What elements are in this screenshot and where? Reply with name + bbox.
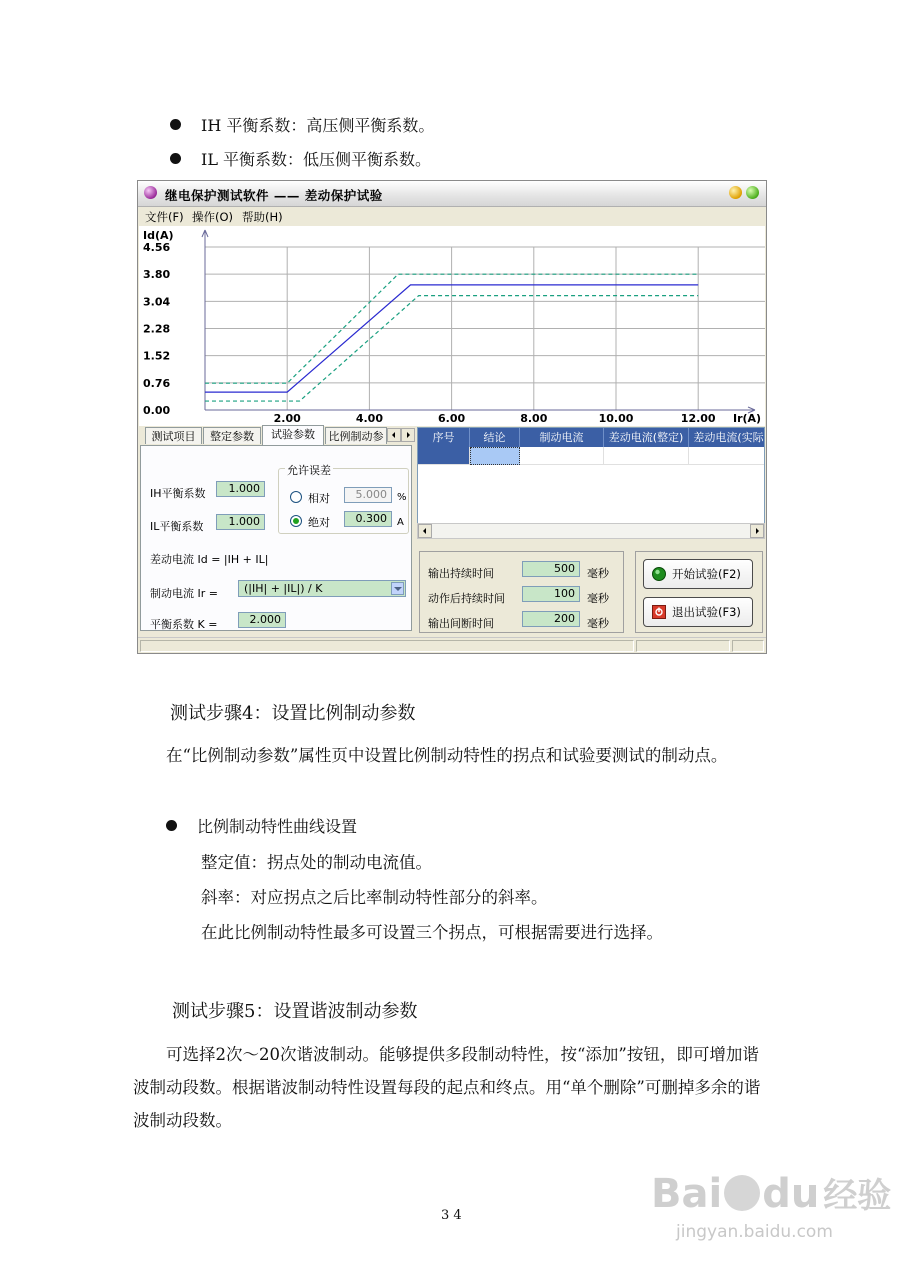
- window-title: 继电保护测试软件 —— 差动保护试验: [165, 188, 383, 203]
- bullet-dot: [170, 153, 181, 164]
- absolute-input[interactable]: 0.300: [344, 511, 392, 527]
- y-axis-label: Id(A): [143, 229, 174, 242]
- col-header-diff-actual[interactable]: 差动电流(实际: [689, 428, 765, 447]
- x-tick-label: 4.00: [355, 412, 383, 425]
- menu-help[interactable]: 帮助(H): [242, 210, 283, 224]
- relative-label: 相对: [308, 492, 330, 505]
- y-tick-label: 2.28: [143, 322, 171, 336]
- step4-line: 整定值：拐点处的制动电流值。: [201, 853, 432, 872]
- step5-heading: 测试步骤5：设置谐波制动参数: [172, 1001, 418, 1022]
- bullet-item: [170, 150, 431, 170]
- step4-heading: 测试步骤4：设置比例制动参数: [170, 703, 416, 724]
- unit-label: 毫秒: [587, 567, 609, 580]
- bullet-text: IL 平衡系数：低压侧平衡系数。: [201, 150, 432, 169]
- unit-label: 毫秒: [587, 592, 609, 605]
- app-window: [137, 180, 767, 654]
- start-icon: [652, 567, 666, 581]
- tab-ratio-brake[interactable]: 比例制动参: [325, 427, 387, 444]
- balance-label: 平衡系数 K =: [150, 618, 218, 631]
- title-bar: [138, 181, 766, 207]
- exit-test-button[interactable]: [643, 597, 753, 627]
- tab-scroll-left[interactable]: [387, 428, 401, 442]
- col-header-diff-set[interactable]: 差动电流(整定): [604, 428, 689, 447]
- after-action-label: 动作后持续时间: [428, 592, 505, 605]
- grid-hscrollbar[interactable]: [417, 523, 765, 539]
- y-tick-label: 0.76: [143, 376, 171, 390]
- relative-input[interactable]: 5.000: [344, 487, 392, 503]
- grid-header: [418, 428, 765, 447]
- cell-selected[interactable]: [418, 447, 470, 465]
- col-header-brake-current[interactable]: 制动电流: [520, 428, 604, 447]
- page-number: 3 4: [441, 1208, 462, 1223]
- bullet-item: [170, 116, 434, 136]
- tab-test-items[interactable]: 测试项目: [145, 427, 202, 444]
- timing-panel: [419, 551, 624, 633]
- bullet-text: IH 平衡系数：高压侧平衡系数。: [201, 116, 435, 135]
- bullet-dot: [170, 119, 181, 130]
- relative-radio[interactable]: [290, 491, 302, 503]
- absolute-label: 绝对: [308, 516, 330, 529]
- brake-label: 制动电流 Ir =: [150, 587, 218, 600]
- table-cell[interactable]: [604, 447, 689, 465]
- exit-icon: [652, 605, 666, 619]
- diff-formula: 差动电流 Id = |IH + IL|: [150, 553, 269, 566]
- tab-scroll-right[interactable]: [401, 428, 415, 442]
- menu-file[interactable]: 文件(F): [145, 210, 184, 224]
- balance-k-input[interactable]: 2.000: [238, 612, 286, 628]
- ih-balance-input[interactable]: 1.000: [216, 481, 265, 497]
- after-action-input[interactable]: 100: [522, 586, 580, 602]
- x-tick-label: 2.00: [273, 412, 301, 425]
- tab-test-params[interactable]: 试验参数: [262, 425, 324, 445]
- action-panel: [635, 551, 763, 633]
- step4-paragraph: 在“比例制动参数”属性页中设置比例制动特性的拐点和试验要测试的制动点。: [166, 746, 728, 765]
- output-duration-label: 输出持续时间: [428, 567, 494, 580]
- interval-input[interactable]: 200: [522, 611, 580, 627]
- y-tick-label: 0.00: [143, 404, 171, 417]
- watermark-logo: [651, 1168, 891, 1217]
- col-header-conclusion[interactable]: 结论: [470, 428, 520, 447]
- x-tick-label: 6.00: [438, 412, 466, 425]
- app-icon: [144, 186, 157, 199]
- tolerance-title: 允许误差: [287, 464, 331, 477]
- menu-operate[interactable]: 操作(O): [192, 210, 234, 224]
- tab-strip: [140, 427, 412, 445]
- step4-line: 斜率：对应拐点之后比率制动特性部分的斜率。: [201, 888, 548, 907]
- y-tick-label: 3.80: [143, 268, 171, 282]
- x-tick-label: 12.00: [680, 412, 716, 425]
- interval-label: 输出间断时间: [428, 617, 494, 630]
- menu-bar: [138, 207, 766, 225]
- x-tick-label: 10.00: [598, 412, 634, 425]
- status-segment: [140, 640, 634, 652]
- watermark-brand: Bai: [651, 1171, 723, 1217]
- watermark-cn: 经验: [823, 1176, 892, 1216]
- table-cell[interactable]: [689, 447, 765, 465]
- absolute-radio[interactable]: [290, 515, 302, 527]
- results-grid[interactable]: [417, 427, 765, 527]
- test-params-panel: [140, 445, 412, 631]
- col-header-index[interactable]: 序号: [418, 428, 470, 447]
- table-row[interactable]: [418, 447, 765, 465]
- start-test-label: 开始试验(F2): [672, 567, 741, 581]
- unit-label: 毫秒: [587, 617, 609, 630]
- ih-label: IH平衡系数: [150, 487, 206, 500]
- status-segment: [636, 640, 730, 652]
- brake-formula-select[interactable]: [238, 580, 406, 597]
- status-bar: [138, 637, 766, 654]
- il-label: IL平衡系数: [150, 520, 204, 533]
- maximize-button[interactable]: [746, 186, 759, 199]
- chevron-down-icon[interactable]: [391, 582, 404, 595]
- tab-settings[interactable]: 整定参数: [203, 427, 261, 444]
- relative-unit: %: [397, 492, 407, 503]
- plot-svg: [139, 226, 765, 426]
- status-segment: [732, 640, 764, 652]
- absolute-unit: A: [397, 517, 404, 528]
- cell-focused[interactable]: [470, 447, 520, 465]
- step4-bullet: 比例制动特性曲线设置: [197, 817, 358, 836]
- bullet-item: [166, 817, 357, 837]
- characteristic-plot: [139, 226, 765, 426]
- scroll-left-button[interactable]: [418, 524, 432, 538]
- table-cell[interactable]: [520, 447, 604, 465]
- x-tick-label: 8.00: [520, 412, 548, 425]
- output-duration-input[interactable]: 500: [522, 561, 580, 577]
- watermark-brand2: du: [762, 1171, 820, 1217]
- paw-icon: [724, 1175, 760, 1211]
- x-axis-label: Ir(A): [733, 412, 762, 425]
- exit-test-label: 退出试验(F3): [672, 605, 741, 619]
- brake-formula-value: (|IH| + |IL|) / K: [244, 582, 323, 595]
- bullet-dot: [166, 820, 177, 831]
- y-tick-label: 4.56: [143, 241, 171, 254]
- minimize-button[interactable]: [729, 186, 742, 199]
- il-balance-input[interactable]: 1.000: [216, 514, 265, 530]
- step5-paragraph: 可选择2次～20次谐波制动。能够提供多段制动特性，按“添加”按钮，即可增加谐波制动段数。根据谐波制动特性设置每段的起点和终点。用“单个删除”可删掉多余的谐波制动段数。: [133, 1045, 761, 1130]
- watermark-url: jingyan.baidu.com: [676, 1222, 833, 1242]
- scroll-right-button[interactable]: [750, 524, 764, 538]
- y-tick-label: 3.04: [143, 295, 171, 309]
- y-tick-label: 1.52: [143, 349, 171, 363]
- start-test-button[interactable]: [643, 559, 753, 589]
- step4-line: 在此比例制动特性最多可设置三个拐点，可根据需要进行选择。: [201, 923, 663, 942]
